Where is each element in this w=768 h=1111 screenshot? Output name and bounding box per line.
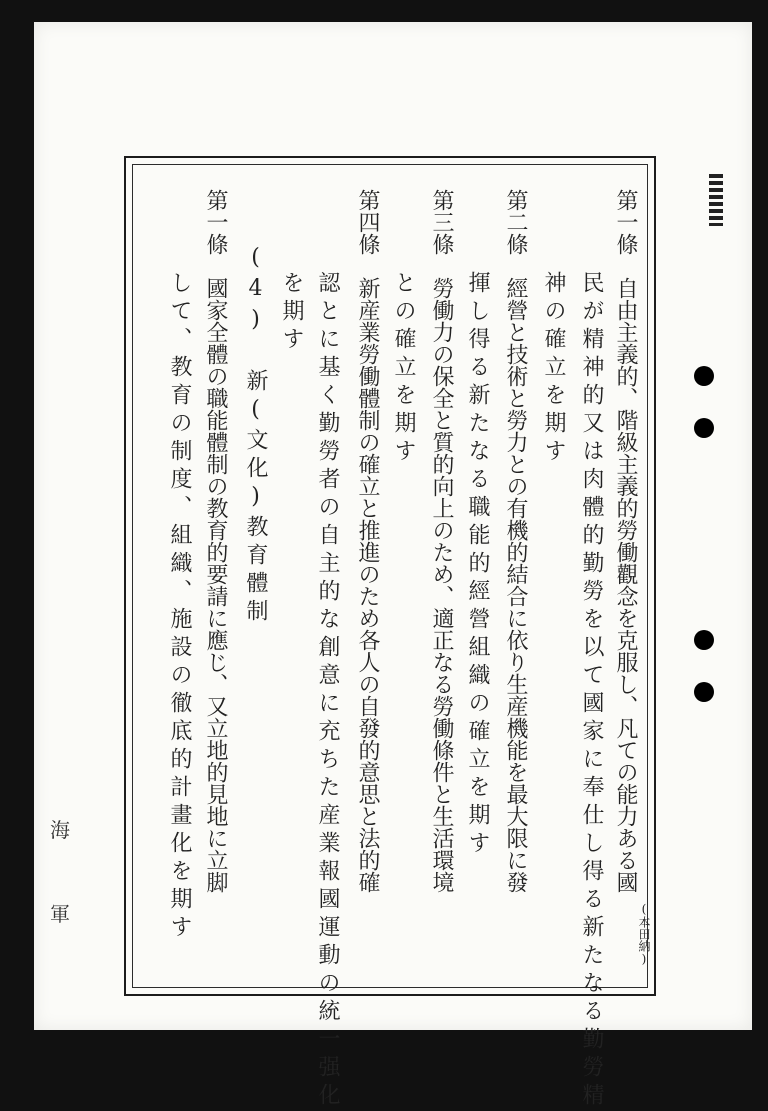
binding-mark xyxy=(709,174,723,226)
text-column-2: 民が精神的又は肉體的勤勞を以て國家に奉仕し得る新たなる勤勞精 xyxy=(579,243,604,1111)
text-column-13: して、教育の制度、組織、施設の徹底的計畫化を期す xyxy=(167,243,192,943)
text-column-7: との確立を期す xyxy=(391,243,416,467)
punch-hole xyxy=(694,682,714,702)
punch-hole xyxy=(694,630,714,650)
text-column-1: 第一條 自由主義的、階級主義的勞働觀念を克服し、凡ての能力ある國 xyxy=(613,189,638,893)
text-column-12: 第一條 國家全體の職能體制の教育的要請に應じ、又立地的見地に立脚 xyxy=(203,189,228,893)
text-column-5: 揮し得る新たなる職能的經營組織の確立を期す xyxy=(465,243,490,859)
text-column-4: 第二條 經營と技術と勞力との有機的結合に依り生産機能を最大限に發 xyxy=(503,189,528,893)
text-column-3: 神の確立を期す xyxy=(541,243,566,467)
margin-char-2: 軍 xyxy=(50,902,70,926)
text-column-10: を期す xyxy=(279,243,304,355)
text-frame xyxy=(124,156,656,1111)
punch-hole xyxy=(694,366,714,386)
text-column-6: 第三條 勞働力の保全と質的向上のため、適正なる勞働條件と生活環境 xyxy=(429,189,454,893)
punch-hole xyxy=(694,418,714,438)
page-note: (本田納) xyxy=(637,902,651,966)
text-column-8: 第四條 新産業勞働體制の確立と推進のため各人の自發的意思と法的確 xyxy=(355,189,380,893)
margin-char-1: 海 xyxy=(50,818,70,842)
text-column-9: 認とに基く勤勞者の自主的な創意に充ちた産業報國運動の統一强化 xyxy=(315,243,340,1111)
document-page xyxy=(34,22,752,1111)
section-heading: (4) 新(文化)教育體制 xyxy=(243,189,268,627)
